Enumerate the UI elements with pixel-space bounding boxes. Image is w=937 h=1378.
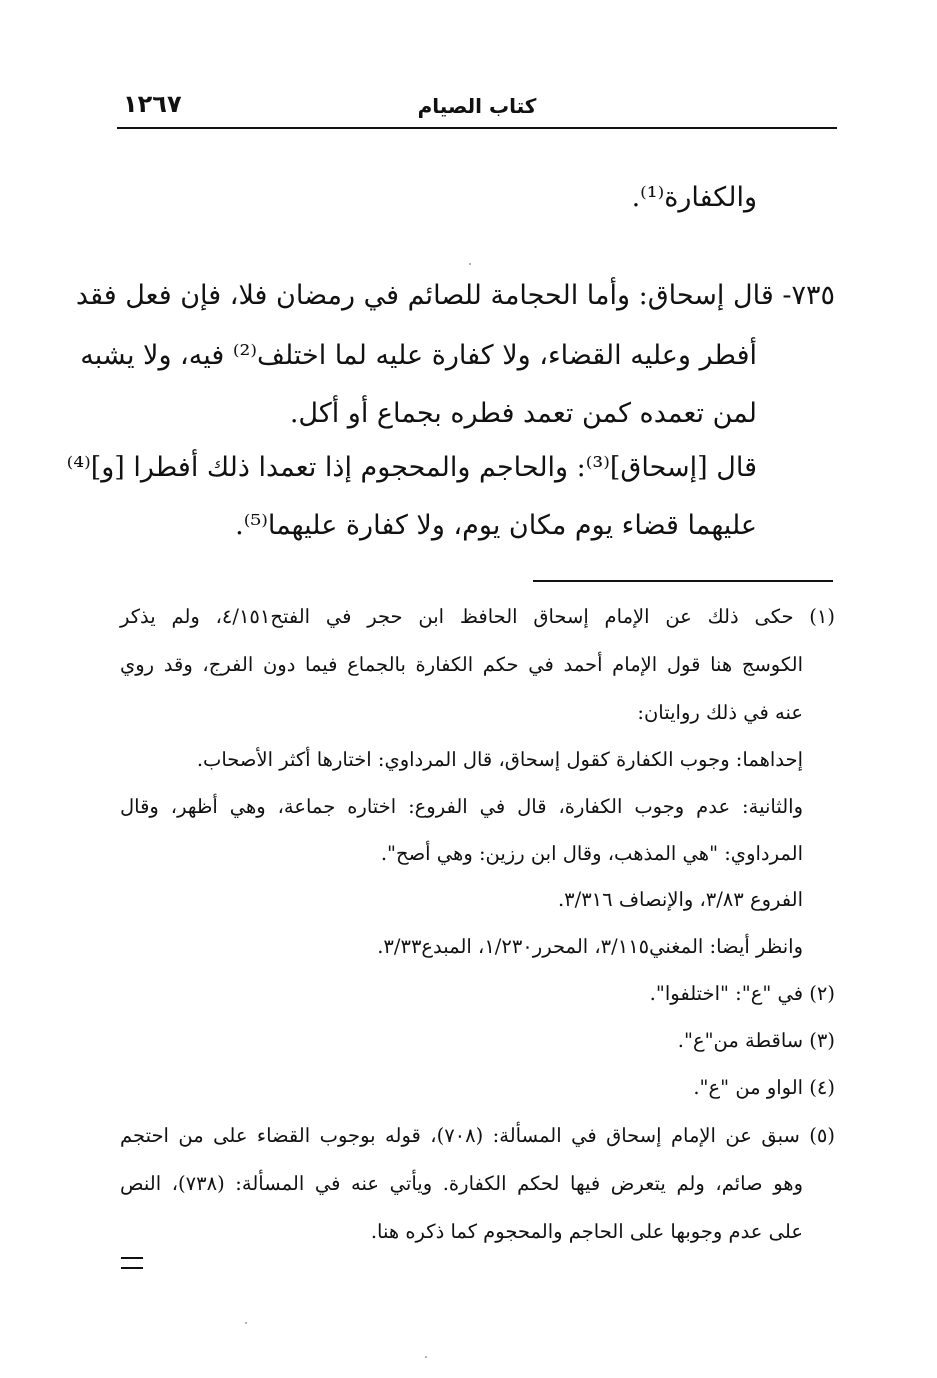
footnote-line: (٥) سبق عن الإمام إسحاق في المسألة: (٧٠٨)، قوله بوجوب القضاء على من احتجم: [120, 1124, 835, 1147]
main-line: أفطر وعليه القضاء، ولا كفارة عليه لما اختلف⁽²⁾ فيه، ولا يشبه: [80, 340, 757, 371]
footnote-separator: [533, 580, 833, 582]
footnote-line: على عدم وجوبها على الحاجم والمحجوم كما ذكره هنا.: [370, 1220, 803, 1243]
footnote-line: وهو صائم، ولم يتعرض فيها لحكم الكفارة. ويأتي عنه في المسألة: (٧٣٨)، النص: [120, 1172, 803, 1195]
footnote-line: الكوسج هنا قول الإمام أحمد في حكم الكفارة بالجماع فيما دون الفرج، وقد روي: [120, 653, 803, 676]
scan-speck: [425, 1356, 427, 1358]
header-title: كتاب الصيام: [417, 94, 537, 118]
running-header: [117, 88, 837, 124]
main-line: قال [إسحاق]⁽³⁾: والحاجم والمحجوم إذا تعمدا ذلك أفطرا [و]⁽⁴⁾: [66, 452, 757, 483]
main-line: والكفارة⁽¹⁾.: [631, 182, 757, 213]
footnote-line: عنه في ذلك روايتان:: [637, 701, 803, 724]
scan-speck: [469, 263, 471, 265]
scan-speck: [245, 1322, 247, 1324]
footnote-line: (٤) الواو من "ع".: [693, 1076, 835, 1099]
header-rule: [117, 127, 837, 129]
page-number: ١٢٦٧: [123, 90, 182, 118]
footnote-line: وانظر أيضا: المغني٣/١١٥، المحرر١/٢٣٠، المبدع٣/٣٣.: [377, 935, 803, 958]
footnote-line: الفروع ٣/٨٣، والإنصاف ٣/٣١٦.: [557, 888, 803, 911]
main-line: عليهما قضاء يوم مكان يوم، ولا كفارة عليهما⁽⁵⁾.: [235, 510, 757, 541]
main-line: لمن تعمده كمن تعمد فطره بجماع أو أكل.: [289, 398, 757, 429]
footnote-line: والثانية: عدم وجوب الكفارة، قال في الفروع: اختاره جماعة، وهي أظهر، وقال: [120, 795, 803, 818]
footnote-line: المرداوي: "هي المذهب، وقال ابن رزين: وهي أصح".: [380, 842, 803, 865]
footnote-line: إحداهما: وجوب الكفارة كقول إسحاق، قال المرداوي: اختارها أكثر الأصحاب.: [196, 748, 803, 771]
footnote-line: (٢) في "ع": "اختلفوا".: [649, 982, 835, 1005]
footnote-line: (١) حكى ذلك عن الإمام إسحاق الحافظ ابن حجر في الفتح٤/١٥١، ولم يذكر: [120, 605, 836, 628]
continuation-mark: [121, 1257, 143, 1269]
main-line: ٧٣٥- قال إسحاق: وأما الحجامة للصائم في رمضان فلا، فإن فعل فقد: [75, 280, 835, 311]
footnote-line: (٣) ساقطة من"ع".: [677, 1029, 835, 1052]
